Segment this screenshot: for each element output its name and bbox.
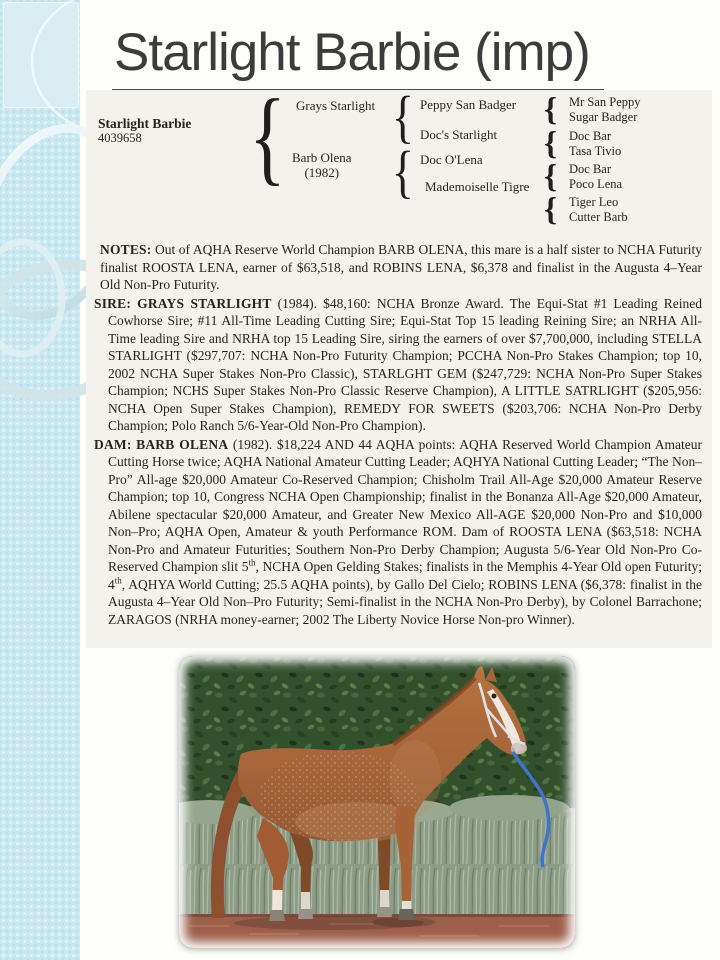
sire-paragraph	[94, 295, 703, 435]
horse-illustration	[211, 666, 549, 921]
dam-text: (1982). $18,224 AND 44 AQHA points: AQHA Reserved World Champion Amateur Cutting Horse twice; AQHA National Amateur Cutting Leader; AQHYA National Cutting Leader; “The Non–Pro” All-age $20,000 Amateur Co-Reserved Champion; Chisholm Trail All-Age $20,000 Amateur Reserve Champion; top 10, Congress NCHA Open Championship; finalist in the Bonanza All-Age $20,000 Amateur, Abilene spectacular $20,000 Amateur, and Greater New Mexico All-AGE $20,000 Non-Pro and $10,000 Non–Pro; AQHA Open, Amateur & youth Performance ROM. Dam of ROOSTA LENA ($63,518: NCHA Non-Pro and Amateur Futurities; Southern Non-Pro Derby Champion; Augusta 5/6-Year Old Non-Pro Co-Reserved Champion slit 5	[108, 436, 703, 574]
dam-name-bold: BARB OLENA	[136, 436, 229, 452]
dam-paragraph	[94, 436, 703, 629]
sidebar-decoration	[0, 0, 80, 960]
ggp-name: Tiger Leo	[569, 195, 619, 209]
pedigree-greatgrandparents-2	[569, 129, 621, 158]
ordinal-superscript: th	[248, 557, 256, 568]
notes-label: NOTES:	[100, 242, 152, 257]
dam-label: DAM:	[94, 436, 132, 452]
hedge-background	[179, 656, 575, 818]
dam-text: , NCHA Open Gelding Stakes; finalists in the Memphis 4-Year Old open Futurity; 4	[108, 559, 703, 592]
sire-name: GRAYS STARLIGHT	[137, 295, 272, 311]
brace-icon: {	[544, 92, 558, 128]
notes-text: Out of AQHA Reserve World Champion BARB OLENA, this mare is a half sister to NCHA Futurity finalist ROOSTA LENA, earner of $63,518, and ROBINS LENA, $6,378 and finalist in the Augusta 4–Year Old Non-Pro Futurity.	[100, 242, 702, 292]
ggp-name: Doc Bar	[569, 129, 611, 143]
sidebar-top-rectangle	[3, 2, 79, 108]
brace-icon: {	[391, 139, 415, 204]
ggp-name: Doc Bar	[569, 162, 611, 176]
brick-path-ground	[179, 914, 575, 948]
pedigree-grandsire-2: Doc O'Lena	[420, 152, 483, 167]
dam-name: Barb Olena	[292, 150, 352, 165]
ggp-name: Tasa Tivio	[569, 143, 622, 158]
pedigree-document	[86, 78, 712, 648]
sage-bushes	[179, 808, 575, 918]
pedigree-greatgrandparents-4	[569, 195, 628, 224]
pedigree-granddam-1: Doc's Starlight	[420, 127, 498, 142]
halter	[479, 683, 525, 744]
subject-name: Starlight Barbie	[98, 116, 192, 131]
brace-icon: {	[249, 78, 286, 195]
brace-icon: {	[391, 84, 415, 149]
pedigree-greatgrandparents-3	[569, 162, 622, 191]
lead-rope	[513, 752, 549, 867]
dam-text: , AQHYA World Cutting; 25.5 AQHA points), by Gallo Del Cielo; ROBINS LENA ($6,378: finalist in the Augusta 4–Year Old Non–Pro Futurity; Semi-finalist in the NCHA Non-Pro Derby), by Colonel Barrachone; ZARAGOS (NRHA money-earner; 2002 The Liberty Novice Horse Non-pro Winner).	[108, 576, 702, 627]
horse-photo	[179, 656, 575, 948]
notes-paragraph	[100, 241, 702, 294]
sire-text: (1984). $48,160: NCHA Bronze Award. The Equi-Stat #1 Leading Reined Cowhorse Sire; #11 All-Time Leading Cutting Sire; Equi-Stat Top 15 leading Reining Sire; an NRHA All-Time leading Sire and NRHA top 15 Leading Sire, siring the earners of over $7,700,000, including STELLA STARLIGHT ($297,707: NCHA Non-Pro Futurity Champion; PCCHA Non-Pro Stakes Champion; top 10, 2002 NCHA Super Stakes Non-Pro Classic), STARLGHT GEM ($247,729: NCHA Non-Pro Super Stakes Champion; NCHS Super Stakes Non-Pro Classic Reserve Champion), A LITTLE SATRLIGHT ($205,956: NCHA Open Super Stakes Champion), REMEDY FOR SWEETS ($203,706: NCHA Non-Pro Derby Champion; Polo Ranch 5/6-Year-Old Non-Pro Champion).	[108, 295, 703, 433]
sire-label: SIRE:	[94, 295, 132, 311]
pedigree-granddam-2: Mademoiselle Tigre	[425, 179, 530, 194]
ggp-name: Cutter Barb	[569, 209, 628, 224]
ordinal-superscript: th	[114, 575, 122, 585]
ggp-name: Mr San Peppy	[569, 95, 641, 109]
brace-icon: {	[544, 159, 558, 195]
pedigree-subject	[98, 116, 191, 146]
pedigree-grandsire-1: Peppy San Badger	[420, 97, 517, 112]
dam-year: (1982)	[304, 165, 340, 180]
brace-icon: {	[544, 126, 558, 162]
pedigree-text	[94, 241, 702, 629]
pedigree-dam	[292, 150, 352, 180]
pedigree-greatgrandparents-1	[569, 95, 641, 124]
pedigree-sire: Grays Starlight	[296, 98, 376, 113]
ggp-name: Poco Lena	[569, 176, 623, 191]
pedigree-chart	[86, 78, 712, 242]
subject-registration-number: 4039658	[98, 131, 142, 145]
ggp-name: Sugar Badger	[569, 109, 638, 124]
page-title: Starlight Barbie (imp)	[112, 22, 604, 93]
brace-icon: {	[544, 192, 558, 228]
